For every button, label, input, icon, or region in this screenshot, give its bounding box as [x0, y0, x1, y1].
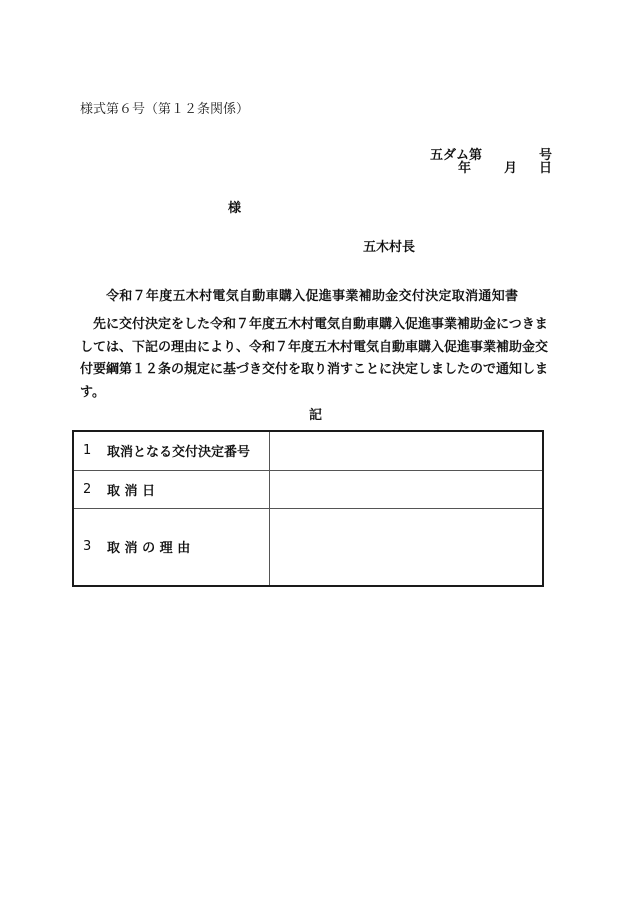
label-char: 消 [124, 541, 138, 557]
label-char: 由 [177, 541, 191, 557]
recipient-honorific: 様 [228, 201, 242, 216]
date-day-label: 日 [538, 161, 552, 176]
label-char: の [142, 541, 156, 557]
label-char: 理 [159, 541, 173, 557]
document-number-prefix: 五ダム第 [430, 148, 483, 163]
date-month-label: 月 [504, 161, 518, 176]
form-number: 様式第６号（第１２条関係） [80, 102, 250, 117]
table-row [74, 470, 542, 508]
label-char: 取 [107, 541, 121, 557]
cancellation-reason-value-cell[interactable] [270, 508, 543, 585]
document-title: 令和７年度五木村電気自動車購入促進事業補助金交付決定取消通知書 [106, 289, 519, 304]
row-label-cell [74, 432, 270, 470]
table-row [74, 432, 542, 470]
notice-body: 先に交付決定をした令和７年度五木村電気自動車購入促進事業補助金につきましては、下記の理由により、令和７年度五木村電気自動車購入促進事業補助金交付要綱第１２条の規定に基づき交付を取り消すことに決定しましたので通知します。 [80, 317, 549, 400]
sender-name: 五木村長 [363, 240, 416, 255]
row-label-cell [74, 508, 270, 585]
label-char: 日 [142, 483, 156, 499]
cancellation-date-value-cell[interactable] [270, 470, 543, 508]
decision-number-value-cell[interactable] [270, 432, 543, 470]
row-index: 2 [83, 481, 92, 497]
row-label-cell [74, 470, 270, 508]
details-table [72, 430, 544, 587]
row-label: 取消となる交付決定番号 [107, 445, 251, 461]
row-label [107, 480, 238, 499]
row-label [107, 537, 238, 556]
document-number-suffix: 号 [538, 148, 552, 163]
row-index: 3 [83, 539, 92, 555]
label-char: 消 [124, 483, 138, 499]
label-char: 取 [107, 483, 121, 499]
document-date [430, 157, 552, 176]
date-year-label: 年 [458, 161, 472, 176]
table-row [74, 508, 542, 585]
row-index: 1 [83, 443, 92, 459]
ki-heading: 記 [309, 408, 323, 423]
